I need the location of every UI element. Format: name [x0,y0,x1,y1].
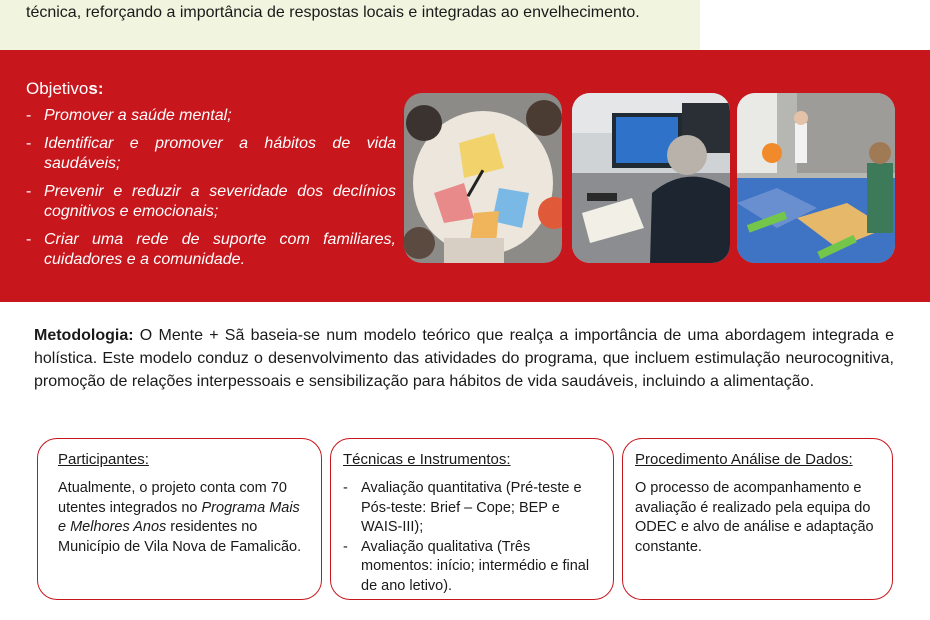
techniques-title: Técnicas e Instrumentos: [343,451,511,468]
techniques-item-text: Avaliação quantitativa (Pré-teste e Pós-teste: Brief – Cope; BEP e WAIS-III); [361,480,582,535]
techniques-dash: - [343,480,348,496]
physical-exercise-photo [737,93,895,263]
objectives-list [26,106,396,278]
objective-text: Prevenir e reduzir a severidade dos declínios cognitivos e emocionais; [44,183,396,220]
techniques-item [343,538,601,597]
program-name: Programa Mais e Melhores Anos [58,499,300,535]
methodology-label: Metodologia: [34,327,134,344]
intro-text: técnica, reforçando a importância de respostas locais e integradas ao envelhecimento. [26,4,640,21]
data-analysis-text: O processo de acompanhamento e avaliação é realizado pela equipa do ODEC e alvo de análise e adaptação constante. [635,480,874,555]
objective-text: Identificar e promover a hábitos de vida saudáveis; [44,135,396,172]
objectives-title-bold: s: [88,79,104,98]
techniques-item [343,479,601,538]
techniques-card [330,438,614,600]
participants-text-a: Atualmente, o projeto conta com 70 utentes integrados no [58,480,287,516]
objective-dash: - [26,107,32,124]
techniques-item-text: Avaliação qualitativa (Três momentos: início; intermédio e final de ano letivo). [361,538,590,594]
objective-item [26,134,396,174]
participants-text-b: residentes no Município de Vila Nova de Famalicão. [58,519,302,555]
objective-dash: - [26,183,32,200]
computer-training-photo [572,93,730,263]
participants-card [37,438,322,600]
data-analysis-title: Procedimento Análise de Dados: [635,451,853,468]
objective-item [26,182,396,222]
methodology-text: O Mente + Sã baseia-se num modelo teórico que realça a importância de uma abordagem integrada e holística. Este modelo conduz o desenvolvimento das atividades do programa, que incluem estimulação neurocognitiva, promoção de relações interpessoais e sensibilização para hábitos de vida saudáveis, incluindo a alimentação. [34,327,894,390]
techniques-dash: - [343,538,348,555]
participants-title: Participantes: [58,451,149,468]
objective-item [26,230,396,270]
objective-text: Criar uma rede de suporte com familiares, cuidadores e a comunidade. [44,231,396,268]
objective-item [26,106,396,126]
objectives-title [26,79,104,99]
objective-text: Promover a saúde mental; [44,107,232,124]
intro-paragraph [0,0,700,50]
data-analysis-card [622,438,893,600]
group-craft-activity-photo [404,93,562,263]
methodology-paragraph [34,324,894,393]
objectives-title-plain: Objetivo [26,79,89,98]
objective-dash: - [26,135,32,152]
techniques-list [343,479,601,596]
participants-text [58,479,309,557]
objective-dash: - [26,231,32,248]
